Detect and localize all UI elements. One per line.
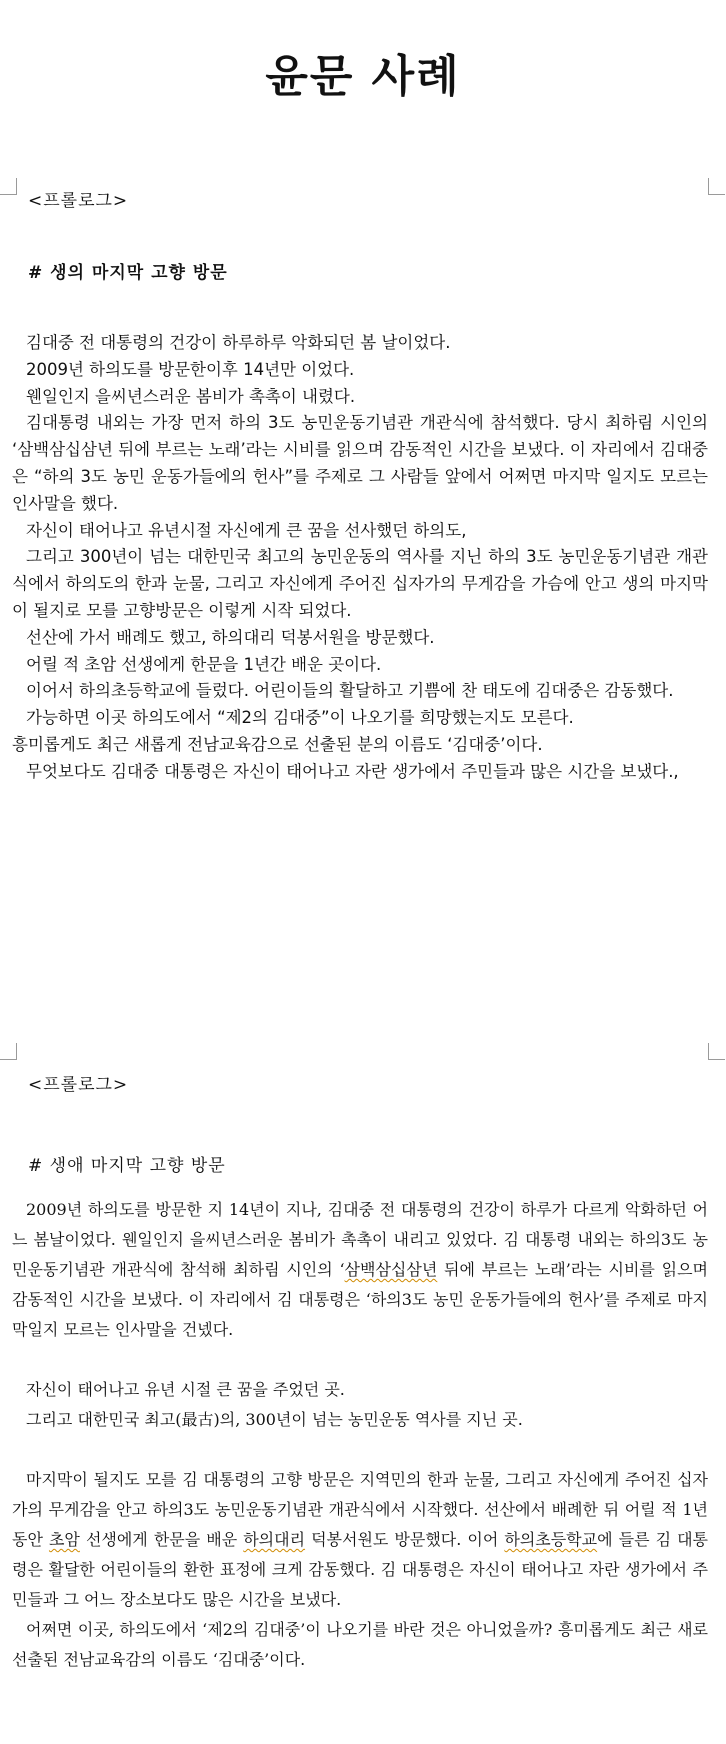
margin-corner-mark-left [0,178,17,195]
revised-paragraph [12,1195,708,1345]
original-paragraph: 그리고 300년이 넘는 대한민국 최고의 농민운동의 역사를 지닌 하의 3도 농민운동기념관 개관식에서 하의도의 한과 눈물, 그리고 자신에게 주어진 십자가의 무게감을 가슴에 안고 생의 마지막이 될지로 모를 고향방문은 이렇게 시작 되었다. [12,547,708,620]
spellcheck-flagged-word[interactable]: 하의초등학교 [504,1530,598,1549]
original-paragraph: 김대중 전 대통령의 건강이 하루하루 악화되던 봄 날이었다. [26,333,451,352]
text-run: 2009년 하의도를 방문한 지 14년이 지나, 김대중 전 대통령의 건강이 하루가 다르게 악화하던 어느 봄날이었다. 웬일인지 을씨년스러운 봄비가 촉촉이 내리고 있었다. 김 대통령 내외는 하의3도 농민운동기념관 개관식에 참석해 최하림 시인의 ‘ [12,1200,708,1279]
spellcheck-flagged-word[interactable]: 하의대리 [243,1530,306,1549]
original-body [12,330,708,786]
spellcheck-flagged-word[interactable]: 초암 [48,1530,80,1549]
section-heading: # 생의 마지막 고향 방문 [28,263,228,283]
original-paragraph: 2009년 하의도를 방문한이후 14년만 이었다. [26,359,355,379]
text-run: 선생에게 한문을 배운 [79,1530,244,1549]
text-run: 마지막이 될지도 모를 김 대통령의 고향 방문은 지역민의 한과 눈물, 그리고 자신에게 주어진 십자가의 무게감을 안고 하의3도 농민운동기념관 개관식에서 시작했다. 선산에서 배례한 뒤 어릴 적 1년 동안 [12,1470,708,1549]
original-paragraph: 이어서 하의초등학교에 들렀다. 어린이들의 활달하고 기쁨에 찬 태도에 김대중은 감동했다. [26,681,674,701]
margin-corner-mark-right [708,1043,725,1060]
document-title: 윤문 사례 [265,51,461,102]
section-heading: # 생애 마지막 고향 방문 [28,1156,226,1176]
text-run: 뒤에 부르는 노래’라는 시비를 읽으며 감동적인 시간을 보냈다. 이 자리에서 김 대통령은 ‘하의3도 농민 운동가들에의 헌사’를 주제로 마지막일지 모르는 인사말을 건넸다. [12,1260,709,1339]
revised-paragraph [12,1465,708,1615]
original-paragraph: 자신이 태어나고 유년시절 자신에게 큰 꿈을 선사했던 하의도, [26,520,467,540]
prologue-label: <프롤로그> [28,1075,129,1095]
paragraph-gap [12,1435,708,1465]
revised-line: 그리고 대한민국 최고(最古)의, 300년이 넘는 농민운동 역사를 지닌 곳. [26,1410,523,1429]
revised-body [12,1195,708,1675]
original-paragraph: 무엇보다도 김대중 대통령은 자신이 태어나고 자란 생가에서 주민들과 많은 시간을 보냈다., [26,761,679,781]
spellcheck-flagged-word[interactable]: 삼백삼십삼년 [344,1260,438,1279]
revised-line: 자신이 태어나고 유년 시절 큰 꿈을 주었던 곳. [26,1380,345,1399]
revised-paragraph: 어쩌면 이곳, 하의도에서 ‘제2의 김대중’이 나오기를 바란 것은 아니었을까? 흥미롭게도 최근 새로 선출된 전남교육감의 이름도 ‘김대중’이다. [12,1620,708,1669]
original-paragraph: 김대통령 내외는 가장 먼저 하의 3도 농민운동기념관 개관식에 참석했다. 당시 최하림 시인의 ‘삼백삼십삼년 뒤에 부르는 노래’라는 시비를 읽으며 감동적인 시간을 보냈다. 이 자리에서 김대중은 “하의 3도 농민 운동가들에의 헌사”를 주제로 그 사람들 앞에서 어쩌면 마지막 일지도 모르는 인사말을 했다. [12,413,708,513]
prologue-label: <프롤로그> [28,191,129,211]
original-paragraph: 가능하면 이곳 하의도에서 “제2의 김대중”이 나오기를 희망했는지도 모른다. [26,708,574,728]
original-paragraph: 어릴 적 초암 선생에게 한문을 1년간 배운 곳이다. [26,654,382,674]
paragraph-gap [12,1345,708,1375]
original-paragraph: 흥미롭게도 최근 새롭게 전남교육감으로 선출된 분의 이름도 ‘김대중’이다. [12,734,543,754]
original-paragraph: 웬일인지 을씨년스러운 봄비가 촉촉이 내렸다. [26,386,356,406]
margin-corner-mark-right [708,178,725,195]
text-run: 덕봉서원도 방문했다. 이어 [305,1530,505,1549]
text-run: 에 들른 김 대통령은 활달한 어린이들의 환한 표정에 크게 감동했다. 김 대통령은 자신이 태어나고 자란 생가에서 주민들과 그 어느 장소보다도 많은 시간을 보냈다. [12,1530,709,1609]
margin-corner-mark-left [0,1043,17,1060]
original-paragraph: 선산에 가서 배례도 했고, 하의대리 덕봉서원을 방문했다. [26,627,435,647]
